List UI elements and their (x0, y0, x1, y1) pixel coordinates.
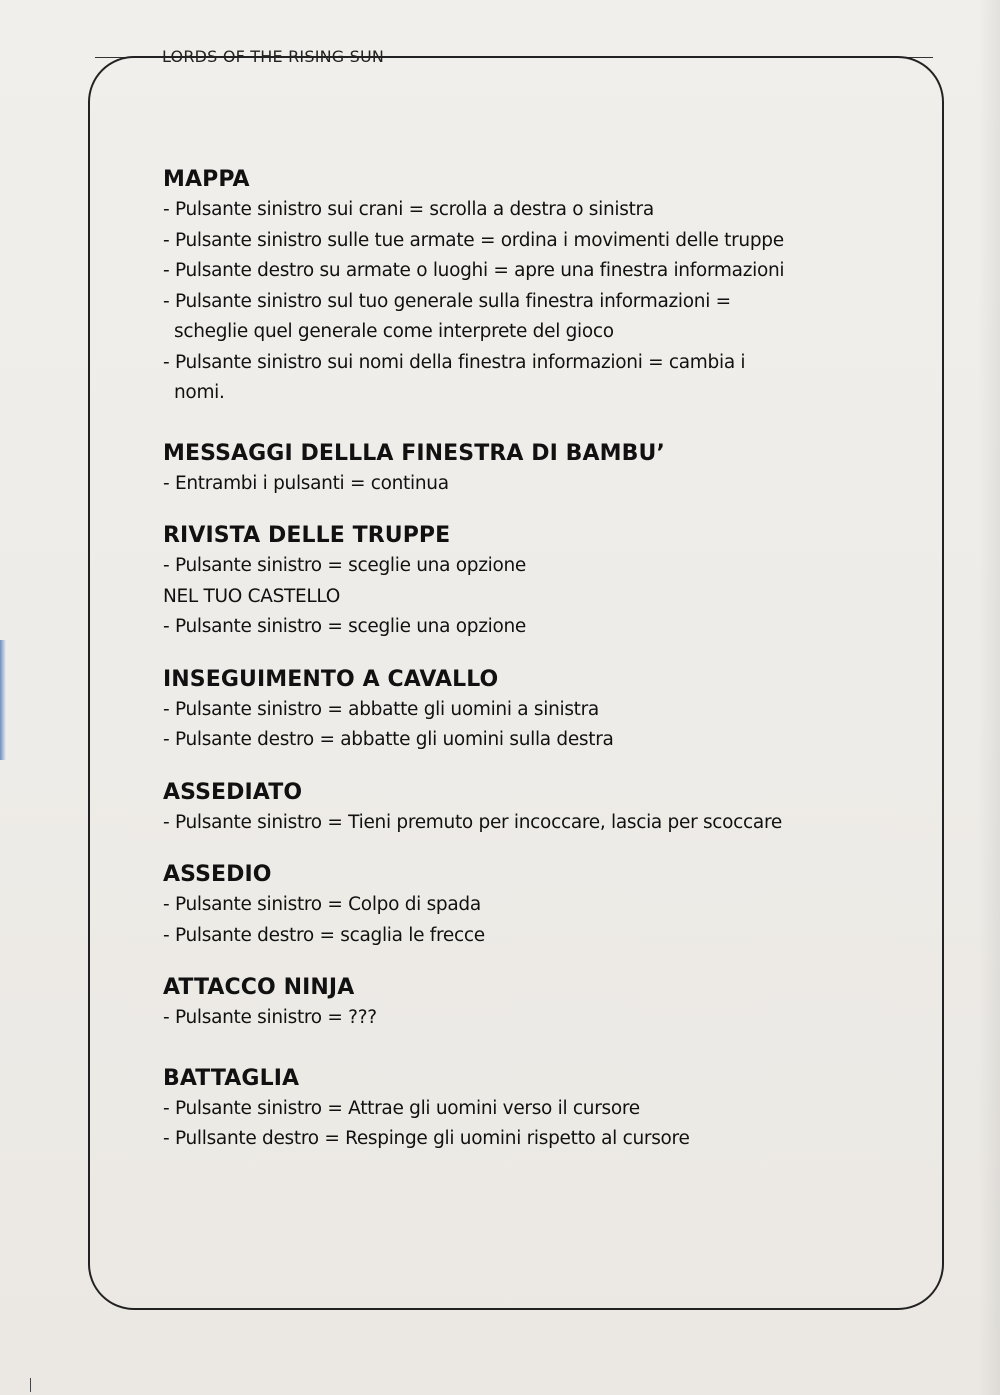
subheading-line: NEL TUO CASTELLO (163, 585, 341, 607)
control-line: - Pulsante sinistro sui crani = scrolla a destra o sinistra (163, 199, 654, 220)
control-line: - Pulsante sinistro = sceglie una opzione (163, 616, 526, 637)
section-assedio (163, 860, 883, 951)
spacer (163, 499, 883, 521)
section-battaglia (163, 1064, 883, 1155)
control-line: scheglie quel generale come interprete del gioco (174, 321, 614, 342)
control-line: - Entrambi i pulsanti = continua (163, 472, 449, 494)
section-title: MESSAGGI DELLLA FINESTRA DI BAMBU’ (163, 440, 665, 466)
section-title: ASSEDIATO (163, 779, 303, 805)
section-title: ASSEDIO (163, 862, 272, 887)
control-line: - Pulsante sinistro = Tieni premuto per incoccare, lascia per scoccare (163, 811, 782, 833)
control-line: - Pullsante destro = Respinge gli uomini rispetto al cursore (163, 1128, 690, 1149)
section-title: BATTAGLIA (163, 1065, 300, 1091)
controls-list (163, 165, 883, 1155)
spacer (163, 756, 883, 778)
control-line: - Pulsante destro = scaglia le frecce (163, 924, 485, 946)
spacer (163, 409, 883, 439)
control-line: - Pulsante sinistro sul tuo generale sulla finestra informazioni = (163, 290, 731, 312)
section-mappa (163, 165, 883, 409)
page-fold-shadow (978, 0, 1000, 1395)
section-messaggi-bambu (163, 439, 883, 500)
spacer (163, 643, 883, 665)
control-line: - Pulsante sinistro = abbatte gli uomini a sinistra (163, 698, 599, 720)
spacer (163, 1034, 883, 1064)
section-title: RIVISTA DELLE TRUPPE (163, 523, 451, 548)
page-edge-shadow (0, 640, 6, 760)
section-inseguimento-cavallo (163, 665, 883, 756)
control-line: - Pulsante sinistro = Attrae gli uomini verso il cursore (163, 1097, 640, 1119)
control-line: nomi. (174, 382, 225, 403)
page-margin-mark (30, 1378, 31, 1392)
control-line: - Pulsante sinistro = sceglie una opzione (163, 555, 526, 576)
control-line: - Pulsante sinistro sui nomi della finestra informazioni = cambia i (163, 351, 746, 373)
section-assediato (163, 778, 883, 839)
control-line: - Pulsante sinistro sulle tue armate = ordina i movimenti delle truppe (163, 229, 784, 251)
control-line: - Pulsante sinistro = Colpo di spada (163, 894, 481, 915)
spacer (163, 951, 883, 973)
control-line: - Pulsante destro = abbatte gli uomini sulla destra (163, 729, 614, 750)
spacer (163, 838, 883, 860)
section-title: ATTACCO NINJA (163, 975, 355, 1000)
control-line: - Pulsante destro su armate o luoghi = apre una finestra informazioni (163, 260, 785, 281)
control-line: - Pulsante sinistro = ??? (163, 1007, 377, 1028)
running-head: LORDS OF THE RISING SUN (162, 47, 385, 66)
section-rivista-truppe (163, 521, 883, 643)
section-attacco-ninja (163, 973, 883, 1034)
section-title: MAPPA (163, 167, 250, 192)
section-title: INSEGUIMENTO A CAVALLO (163, 666, 499, 692)
